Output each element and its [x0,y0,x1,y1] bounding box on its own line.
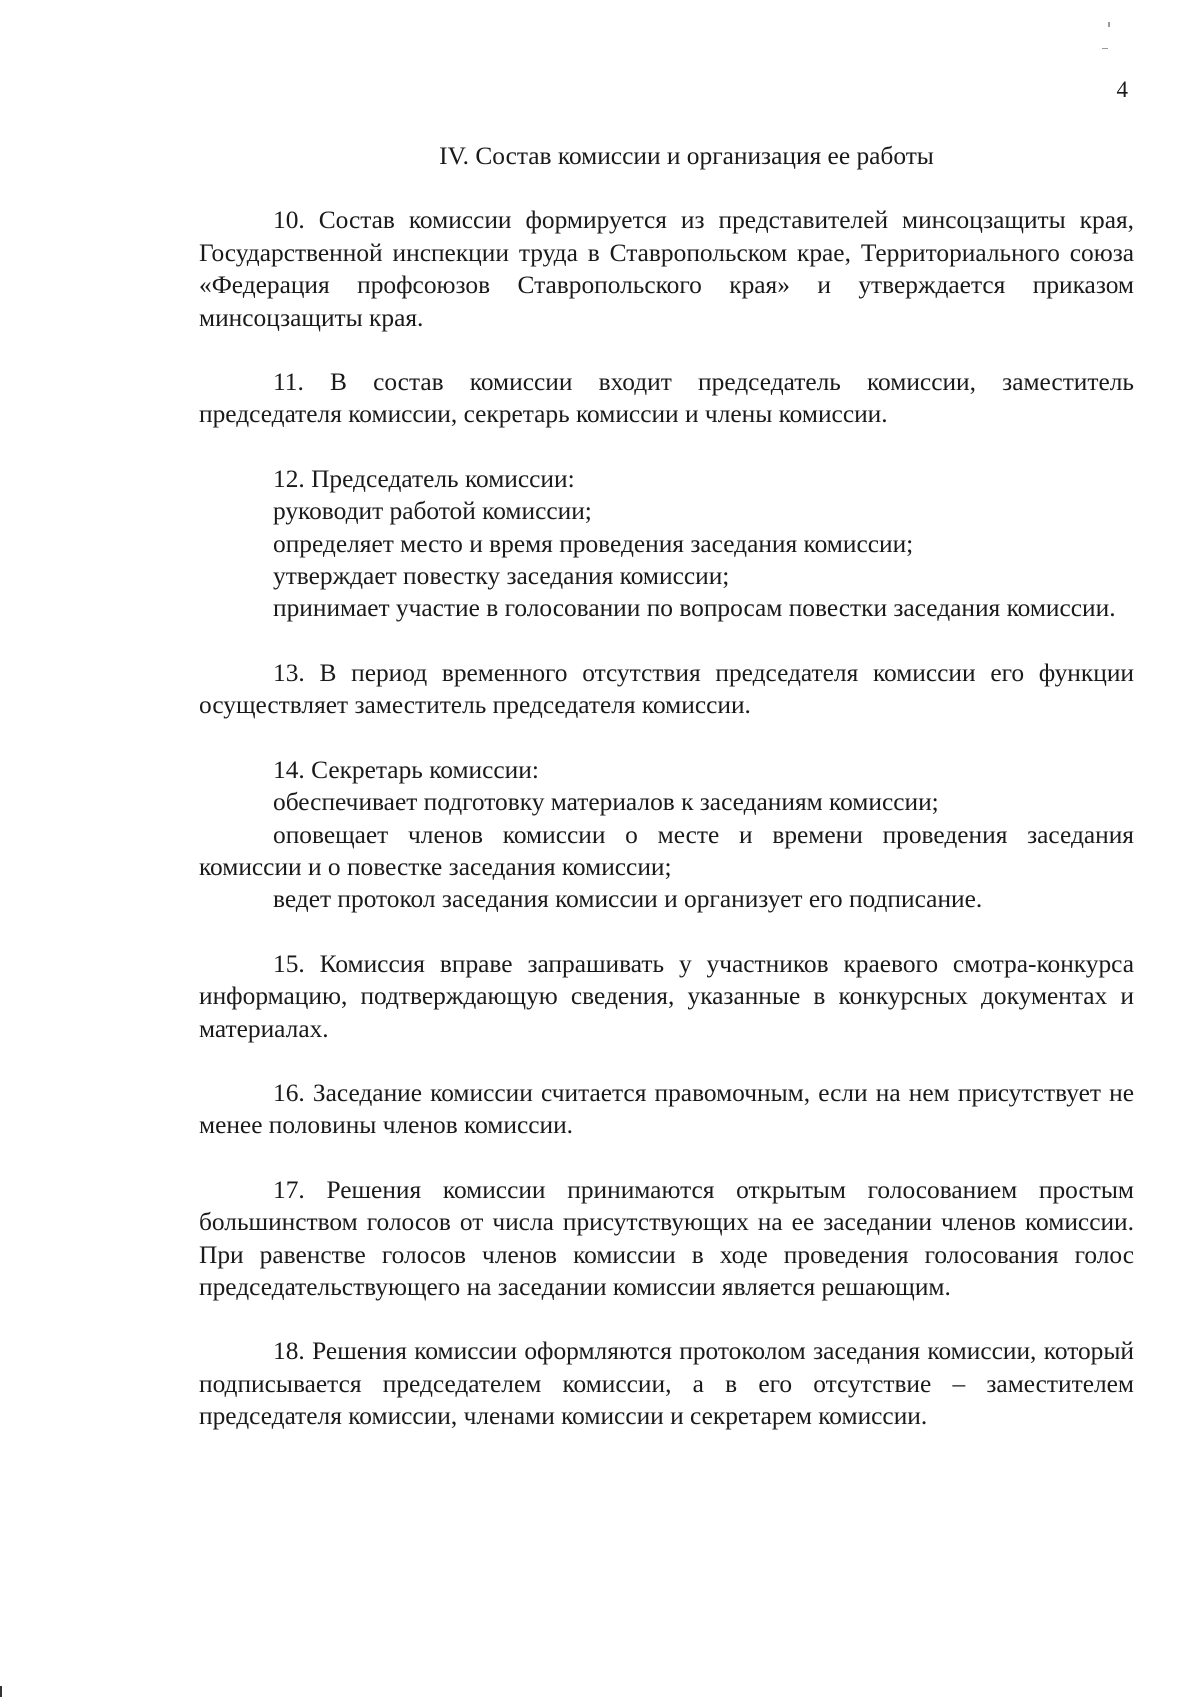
paragraph-line: 17. Решения комиссии принимаются открытым голосованием простым большинством голосов от числа присутствующих на ее заседании членов комиссии. При равенстве голосов членов комиссии в ходе проведения голосования голос председательствующего на заседании комиссии является решающим. [199,1175,1134,1301]
paragraph-line: 15. Комиссия вправе запрашивать у участников краевого смотра-конкурса информацию, подтверждающую сведения, указанные в конкурсных документах и материалах. [199,949,1134,1043]
paragraph-line: руководит работой комиссии; [273,497,592,526]
paragraph-line: ведет протокол заседания комиссии и организует его подписание. [273,885,983,914]
paragraph-line: 16. Заседание комиссии считается правомочным, если на нем присутствует не менее половины членов комиссии. [199,1078,1134,1140]
paragraph-line: 14. Секретарь комиссии: [273,755,539,784]
paragraph-line: принимает участие в голосовании по вопросам повестки заседания комиссии. [273,594,1116,623]
paragraph [199,754,1134,916]
page-number: 4 [1116,77,1128,102]
paragraph-line: утверждает повестку заседания комиссии; [273,562,730,591]
paragraph-line: определяет место и время проведения заседания комиссии; [273,529,914,558]
paragraph-line: оповещает членов комиссии о месте и времени проведения заседания комиссии и о повестке заседания комиссии; [199,820,1134,881]
paragraph [199,657,1134,722]
paragraph-line: обеспечивает подготовку материалов к заседаниям комиссии; [273,788,939,817]
paragraph [199,366,1134,431]
paragraph [199,204,1134,334]
paragraph-line: 10. Состав комиссии формируется из представителей минсоцзащиты края, Государственной инспекции труда в Ставропольском крае, Территориального союза «Федерация профсоюзов Ставропольского края» и утверждается приказом минсоцзащиты края. [199,206,1134,332]
scan-artifact-top-right [1108,22,1110,27]
scan-artifact-bottom-left [0,1686,2,1697]
paragraph [199,1335,1134,1432]
paragraph [199,1077,1134,1142]
paragraph [199,948,1134,1045]
paragraph [199,1174,1134,1304]
paragraph-line: 13. В период временного отсутствия председателя комиссии его функции осуществляет заместитель председателя комиссии. [199,658,1134,720]
section-title: IV. Состав комиссии и организация ее работы [439,142,934,170]
scan-artifact-top-right-2 [1102,48,1108,49]
document-body [199,140,1134,1465]
paragraph-line: 11. В состав комиссии входит председатель комиссии, заместитель председателя комиссии, секретарь комиссии и члены комиссии. [199,368,1134,429]
paragraph-line: 12. Председатель комиссии: [273,464,575,493]
paragraphs-container [199,204,1134,1432]
paragraph-line: 18. Решения комиссии оформляются протоколом заседания комиссии, который подписывается председателем комиссии, а в его отсутствие – заместителем председателя комиссии, членами комиссии и секретарем комиссии. [199,1337,1134,1431]
paragraph [199,463,1134,625]
